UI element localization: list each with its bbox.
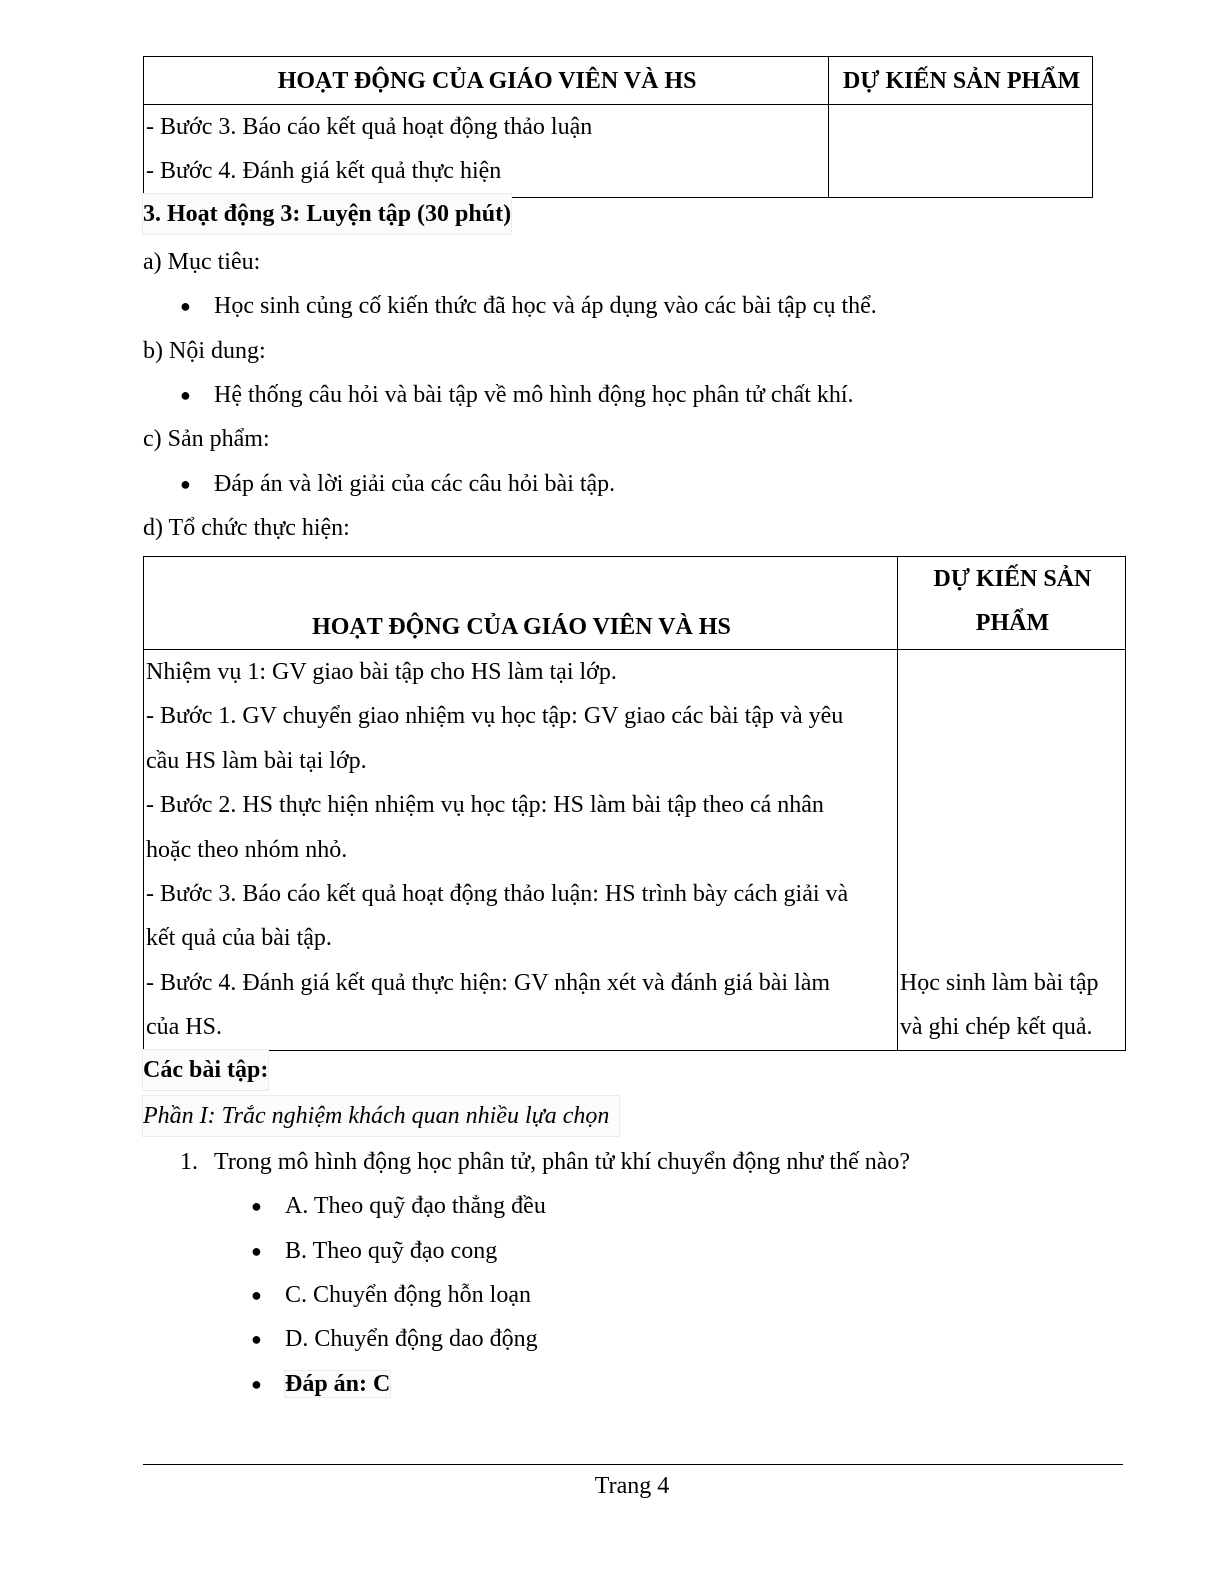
list-item (180, 284, 877, 328)
activity-cell (144, 650, 898, 1051)
bullet-icon: ● (180, 296, 191, 316)
option-text: C. Chuyển động hỗn loạn (285, 1282, 531, 1308)
cell-line: của HS. (146, 1014, 222, 1041)
option-text: D. Chuyển động dao động (285, 1326, 538, 1352)
part-heading: Phần I: Trắc nghiệm khách quan nhiều lựa chọn (143, 1096, 619, 1136)
exercises-heading: Các bài tập: (143, 1050, 268, 1090)
header-activity: HOẠT ĐỘNG CỦA GIÁO VIÊN VÀ HS (144, 57, 829, 105)
cell-line: kết quả của bài tập. (146, 925, 332, 952)
bullet-icon: ● (251, 1241, 262, 1261)
bullet-icon: ● (251, 1329, 262, 1349)
product-label: c) Sản phẩm: (143, 426, 270, 452)
content-label: b) Nội dung: (143, 338, 266, 364)
answer-item (251, 1362, 391, 1406)
option-text: B. Theo quỹ đạo cong (285, 1238, 498, 1264)
question-text: Trong mô hình động học phân tử, phân tử khí chuyển động như thế nào? (214, 1149, 911, 1175)
activity-table-continued (143, 56, 1093, 198)
org-label: d) Tổ chức thực hiện: (143, 515, 350, 541)
header-product (897, 557, 1125, 650)
product-cell (897, 650, 1125, 1051)
answer-text: Đáp án: C (285, 1371, 391, 1397)
header-product-line: PHẨM (975, 610, 1050, 636)
goal-item: Học sinh củng cố kiến thức đã học và áp dụng vào các bài tập cụ thể. (214, 293, 877, 319)
list-item (180, 462, 616, 506)
goal-label: a) Mục tiêu: (143, 249, 261, 275)
bullet-icon: ● (251, 1374, 262, 1394)
product-item: Đáp án và lời giải của các câu hỏi bài tập. (214, 471, 616, 497)
list-item (180, 373, 854, 417)
question-item (180, 1140, 911, 1184)
step-line: - Bước 3. Báo cáo kết quả hoạt động thảo luận (146, 114, 593, 140)
option-item (251, 1273, 531, 1317)
table-row (144, 650, 1126, 1051)
table-header-row (144, 557, 1126, 650)
option-item (251, 1184, 546, 1228)
bullet-icon: ● (180, 385, 191, 405)
cell-line: - Bước 3. Báo cáo kết quả hoạt động thảo luận: HS trình bày cách giải và (146, 881, 849, 908)
header-activity: HOẠT ĐỘNG CỦA GIÁO VIÊN VÀ HS (144, 557, 898, 650)
bullet-icon: ● (251, 1285, 262, 1305)
cell-line: hoặc theo nhóm nhỏ. (146, 836, 348, 863)
table-header-row (144, 57, 1093, 105)
cell-line: - Bước 2. HS thực hiện nhiệm vụ học tập: HS làm bài tập theo cá nhân (146, 792, 824, 819)
header-product-line: DỰ KIẾN SẢN (933, 566, 1092, 592)
product-cell (829, 105, 1093, 198)
cell-line: - Bước 4. Đánh giá kết quả thực hiện: GV nhận xét và đánh giá bài làm (146, 969, 831, 996)
cell-line: Nhiệm vụ 1: GV giao bài tập cho HS làm tại lớp. (146, 659, 617, 685)
bullet-icon: ● (180, 474, 191, 494)
content-item: Hệ thống câu hỏi và bài tập về mô hình động học phân tử chất khí. (214, 382, 854, 408)
section-heading: 3. Hoạt động 3: Luyện tập (30 phút) (143, 194, 511, 234)
product-line: Học sinh làm bài tập (899, 969, 1099, 996)
cell-line: cầu HS làm bài tại lớp. (146, 747, 367, 774)
option-text: A. Theo quỹ đạo thẳng đều (285, 1193, 546, 1219)
header-product: DỰ KIẾN SẢN PHẨM (829, 57, 1093, 105)
activity-cell (144, 105, 829, 198)
activity-table (143, 556, 1126, 1051)
option-item (251, 1317, 538, 1361)
option-item (251, 1229, 498, 1273)
question-number: 1. (180, 1149, 198, 1175)
table-row (144, 105, 1093, 198)
page-number: Trang 4 (594, 1473, 670, 1499)
step-line: - Bước 4. Đánh giá kết quả thực hiện (146, 158, 502, 184)
product-line: và ghi chép kết quả. (899, 1014, 1093, 1041)
bullet-icon: ● (251, 1196, 262, 1216)
cell-line: - Bước 1. GV chuyển giao nhiệm vụ học tập: GV giao các bài tập và yêu (146, 703, 844, 730)
